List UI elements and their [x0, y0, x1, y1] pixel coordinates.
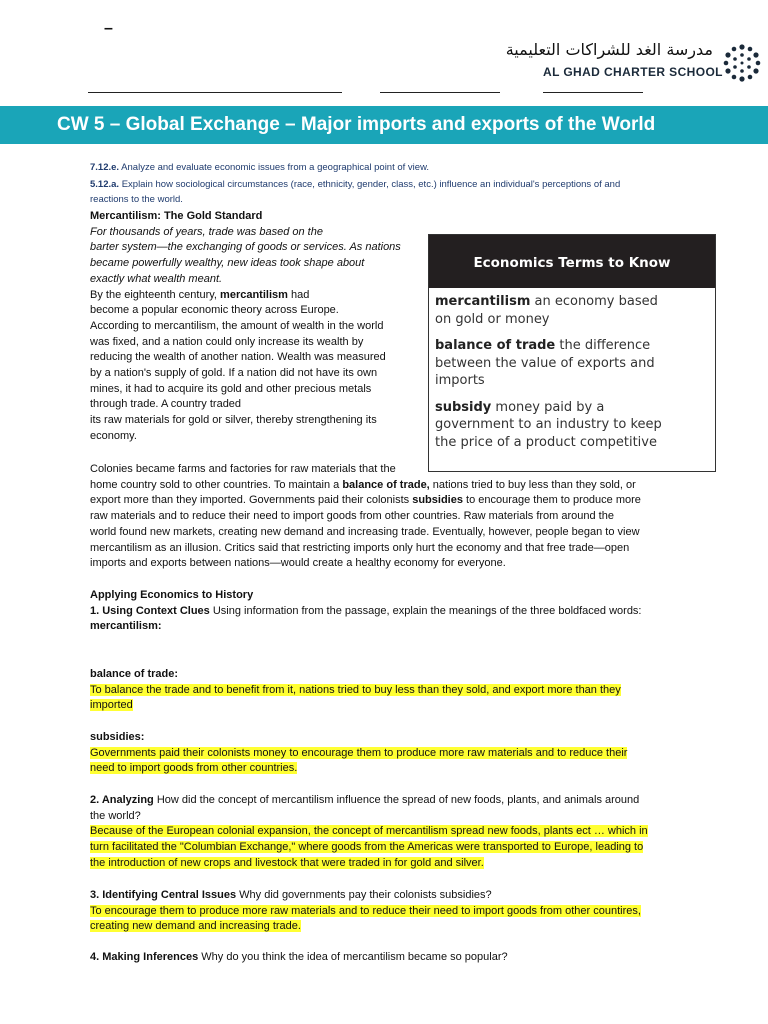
passage-heading: Mercantilism: The Gold Standard [90, 210, 263, 222]
highlighted-answer: Because of the European colonial expansion, the concept of mercantilism spread new foods, plants ect … which in [90, 825, 648, 838]
question-label: 4. Making Inferences [90, 951, 199, 963]
header-dash: – [104, 20, 113, 37]
question-1 [90, 588, 690, 635]
highlighted-answer: need to import goods from other countries. [90, 762, 298, 775]
passage-line: economy. [90, 429, 137, 442]
passage-line: its raw materials for gold or silver, thereby strengthening its [90, 414, 377, 427]
passage-italic-line: For thousands of years, trade was based on the [90, 225, 323, 238]
school-logo [505, 40, 765, 86]
highlighted-answer: the introduction of new crops and livestock that were traded in for gold and silver. [90, 856, 484, 869]
passage-line: imports and exports between nations—would create a healthy economy for everyone. [90, 557, 506, 570]
answer-label: subsidies: [90, 731, 145, 743]
date-blank-line[interactable] [543, 92, 643, 93]
school-logo-mark-icon [721, 42, 763, 84]
standard-text: Analyze and evaluate economic issues from a geographical point of view. [119, 162, 430, 173]
term-mercantilism: mercantilism [220, 288, 288, 301]
standard-code: 7.12.e. [90, 162, 120, 173]
question-text: Why did governments pay their colonists subsidies? [236, 889, 492, 901]
question-3 [90, 888, 690, 935]
passage-line: mercantilism as an illusion. Critics said that restricting imports only hurt the economy and that free trade—open [90, 541, 630, 554]
question-label: 2. Analyzing [90, 794, 154, 806]
passage-italic-line: barter system—the exchanging of goods or services. As nations [90, 241, 401, 254]
title-banner [0, 106, 768, 144]
highlighted-answer: imported [90, 699, 133, 712]
passage-colonies [90, 462, 690, 572]
highlighted-answer: To encourage them to produce more raw materials and to reduce their need to import goods from other countires, [90, 904, 641, 917]
passage-line: mines, it had to acquire its gold and other precious metals [90, 382, 372, 395]
page-title: CW 5 – Global Exchange – Major imports and exports of the World [57, 114, 656, 135]
question-label: 1. Using Context Clues [90, 604, 210, 617]
passage-line: through trade. A country traded [90, 398, 242, 411]
question-text: Why do you think the idea of mercantilism became so popular? [198, 951, 508, 963]
standard-text: Explain how sociological circumstances (race, ethnicity, gender, class, etc.) influence an individual's perceptions of and [119, 179, 621, 190]
passage-italic-line: exactly what wealth meant. [90, 272, 223, 285]
answer-label: balance of trade: [90, 668, 179, 680]
highlighted-answer: Governments paid their colonists money to encourage them to produce more raw materials and to reduce their [90, 746, 628, 759]
term-definition: mercantilism an economy based on gold or money [435, 294, 658, 327]
question-text: How did the concept of mercantilism influence the spread of new foods, plants, and animals around [153, 794, 640, 806]
term-definition: subsidy money paid by a government to an industry to keep the price of a product competitive [435, 399, 662, 450]
passage-line: export more than they imported. Governments paid their colonists subsidies to encourage them to produce more [90, 494, 641, 507]
passage-italic-line: became powerfully wealthy, new ideas took shape about [90, 257, 365, 270]
question-text: Using information from the passage, explain the meanings of the three boldfaced words: [209, 604, 642, 617]
passage-top [90, 209, 420, 445]
section-title: Applying Economics to History [90, 589, 254, 601]
economics-terms-box [428, 234, 716, 472]
passage-line: home country sold to other countries. To maintain a balance of trade, nations tried to buy less than they sold, or [90, 478, 636, 491]
standard-7-12-e [90, 160, 690, 175]
passage-line: become a popular economic theory across Europe. [90, 304, 339, 317]
question-4 [90, 950, 690, 966]
term-balance-of-trade: balance of trade, [342, 478, 430, 491]
highlighted-answer: turn facilitated the "Columbian Exchange," where goods from the Americas were transported to Europe, leading to [90, 841, 644, 854]
highlighted-answer: creating new demand and increasing trade. [90, 920, 301, 933]
standard-text-cont: reactions to the world. [90, 194, 183, 205]
passage-line: world found new markets, creating new demand and increasing trade. Eventually, however, people began to view [90, 525, 640, 538]
name-blank-line[interactable] [88, 92, 342, 93]
passage-line: reducing the wealth of another nation. Wealth was measured [90, 351, 386, 364]
question-2 [90, 793, 690, 872]
highlighted-answer: To balance the trade and to benefit from it, nations tried to buy less than they sold, and export more than they [90, 683, 621, 696]
standard-code: 5.12.a. [90, 179, 120, 190]
answer-label-mercantilism: mercantilism: [90, 620, 162, 633]
answer-subsidies [90, 730, 690, 777]
passage-line: raw materials and to reduce their need to import goods from other countries. Raw materials from around the [90, 510, 614, 523]
class-blank-line[interactable] [380, 92, 500, 93]
terms-box-heading: Economics Terms to Know [429, 235, 715, 288]
school-name-arabic: مدرسة الغد للشراكات التعليمية [505, 40, 713, 59]
term-definition: balance of trade the difference between the value of exports and imports [435, 338, 655, 388]
term-subsidies: subsidies [412, 494, 463, 507]
answer-balance-of-trade [90, 667, 690, 714]
school-name-english: AL GHAD CHARTER SCHOOL [543, 65, 723, 79]
passage-line: by a nation's supply of gold. If a nation did not have its own [90, 367, 378, 380]
passage-line: According to mercantilism, the amount of wealth in the world [90, 319, 384, 332]
passage-line: was fixed, and a nation could only increase its wealth by [90, 335, 364, 348]
passage-line: Colonies became farms and factories for raw materials that the [90, 463, 396, 475]
question-text: the world? [90, 809, 141, 822]
question-label: 3. Identifying Central Issues [90, 889, 237, 901]
passage-line: By the eighteenth century, mercantilism had [90, 288, 310, 301]
standard-5-12-a [90, 177, 690, 207]
